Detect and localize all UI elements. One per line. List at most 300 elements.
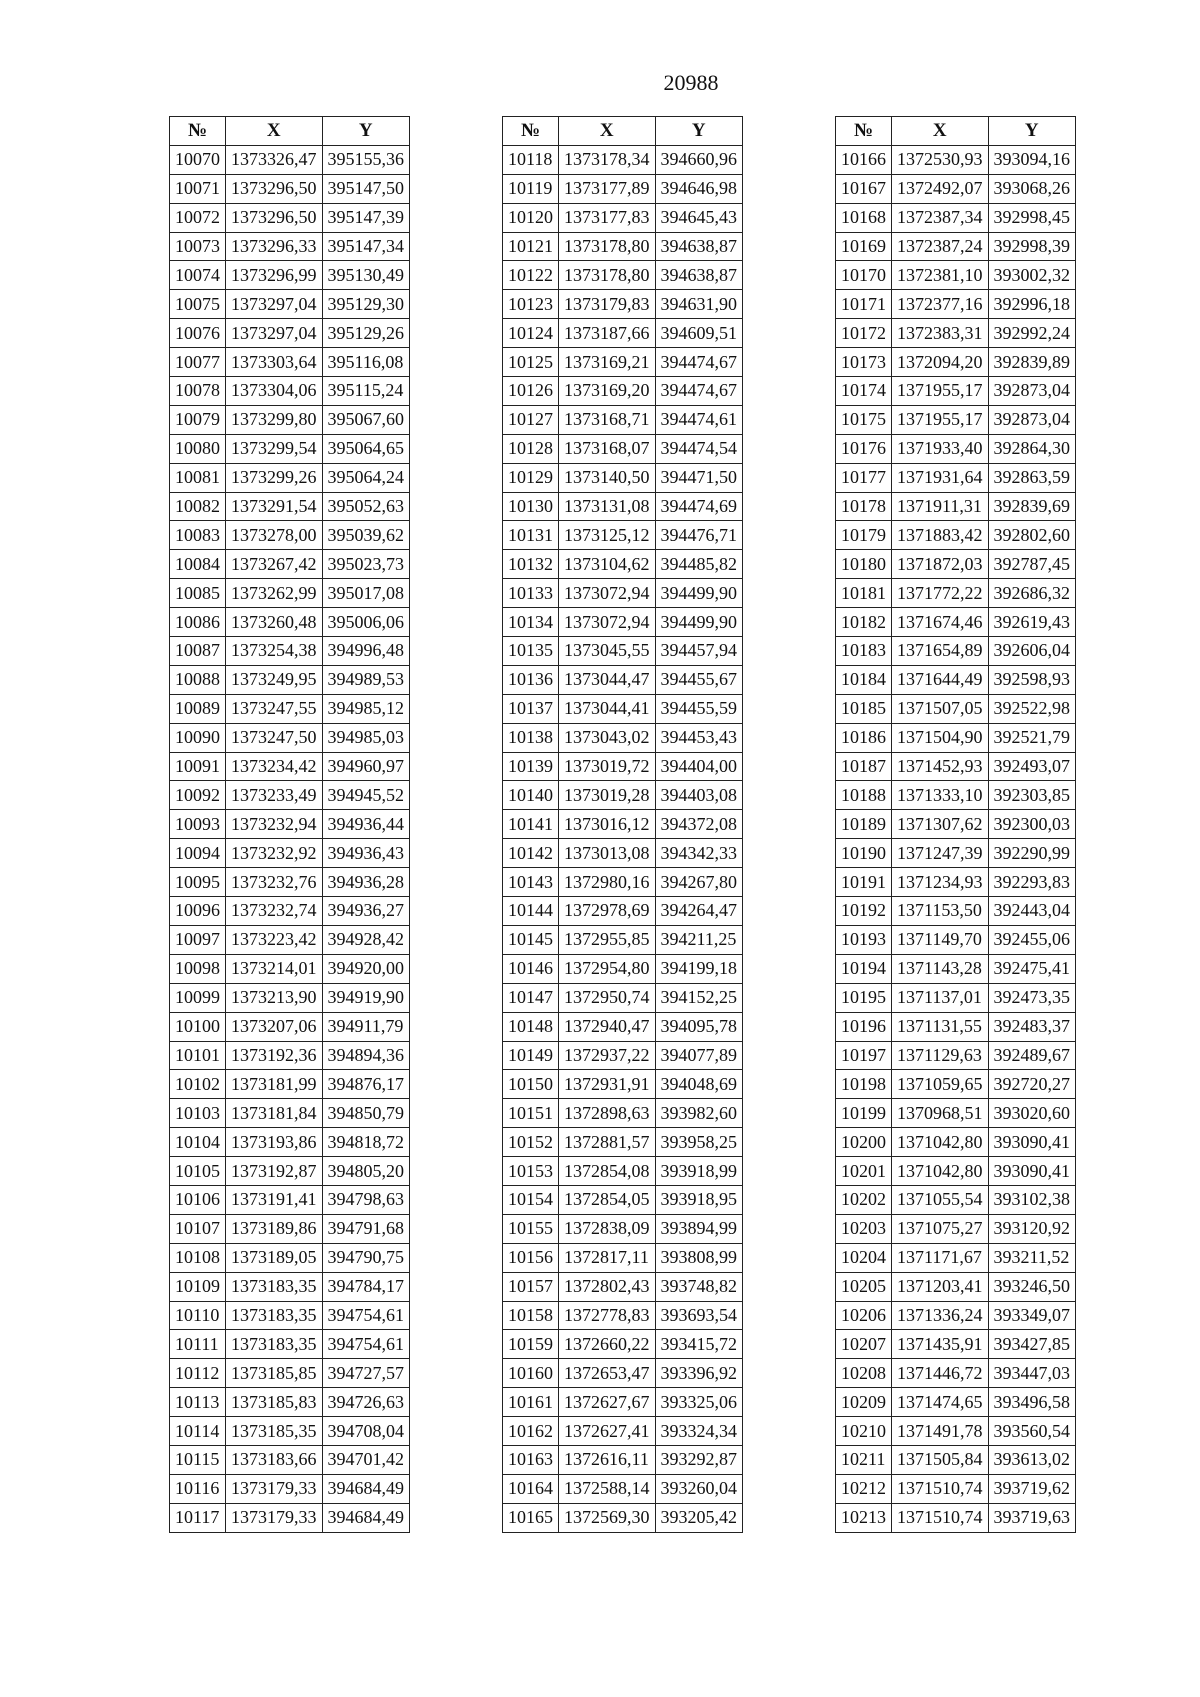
y-coordinate-cell: 393349,07 [988,1301,1076,1330]
table-row [836,203,1076,232]
table-row [836,492,1076,521]
point-number-cell: 10078 [170,377,226,406]
table-row [503,261,743,290]
point-number-cell: 10199 [836,1099,892,1128]
x-coordinate-cell: 1372387,34 [892,203,989,232]
y-coordinate-cell: 392522,98 [988,694,1076,723]
table-row [503,1301,743,1330]
y-coordinate-cell: 394798,63 [322,1185,410,1214]
y-coordinate-cell: 394199,18 [655,954,743,983]
table-row [170,752,410,781]
point-number-cell: 10163 [503,1445,559,1474]
y-coordinate-cell: 394928,42 [322,925,410,954]
y-coordinate-cell: 394638,87 [655,232,743,261]
point-number-cell: 10073 [170,232,226,261]
table-row [836,608,1076,637]
y-coordinate-cell: 394985,03 [322,723,410,752]
point-number-cell: 10111 [170,1330,226,1359]
x-coordinate-cell: 1373232,92 [226,839,323,868]
y-coordinate-cell: 393415,72 [655,1330,743,1359]
x-coordinate-cell: 1372492,07 [892,174,989,203]
point-number-cell: 10107 [170,1214,226,1243]
x-coordinate-cell: 1371336,24 [892,1301,989,1330]
point-number-cell: 10151 [503,1099,559,1128]
y-coordinate-cell: 392598,93 [988,665,1076,694]
point-number-cell: 10105 [170,1157,226,1186]
point-number-cell: 10102 [170,1070,226,1099]
y-coordinate-cell: 393496,58 [988,1388,1076,1417]
y-column-header: Y [988,117,1076,146]
x-coordinate-cell: 1373072,94 [559,579,656,608]
point-number-cell: 10150 [503,1070,559,1099]
table-row [836,290,1076,319]
x-coordinate-cell: 1373249,95 [226,665,323,694]
x-coordinate-cell: 1371933,40 [892,434,989,463]
point-number-cell: 10074 [170,261,226,290]
point-number-cell: 10097 [170,925,226,954]
point-number-cell: 10162 [503,1417,559,1446]
x-coordinate-cell: 1371931,64 [892,463,989,492]
table-row [170,1330,410,1359]
table-row [170,1445,410,1474]
y-coordinate-cell: 394638,87 [655,261,743,290]
y-coordinate-cell: 393094,16 [988,145,1076,174]
table-row [836,1243,1076,1272]
x-coordinate-cell: 1373191,41 [226,1185,323,1214]
x-coordinate-cell: 1371042,80 [892,1128,989,1157]
point-number-cell: 10125 [503,348,559,377]
table-row [836,377,1076,406]
x-coordinate-cell: 1372940,47 [559,1012,656,1041]
y-coordinate-cell: 392290,99 [988,839,1076,868]
x-coordinate-cell: 1373223,42 [226,925,323,954]
x-coordinate-cell: 1371234,93 [892,868,989,897]
y-coordinate-cell: 392802,60 [988,521,1076,550]
x-column-header: X [892,117,989,146]
point-number-cell: 10166 [836,145,892,174]
point-number-cell: 10112 [170,1359,226,1388]
y-coordinate-cell: 395129,26 [322,319,410,348]
x-coordinate-cell: 1373183,35 [226,1330,323,1359]
point-number-cell: 10149 [503,1041,559,1070]
point-number-cell: 10195 [836,983,892,1012]
x-coordinate-cell: 1371674,46 [892,608,989,637]
table-row [170,1503,410,1532]
x-coordinate-cell: 1372094,20 [892,348,989,377]
y-coordinate-cell: 394919,90 [322,983,410,1012]
y-coordinate-cell: 392300,03 [988,810,1076,839]
y-coordinate-cell: 394936,43 [322,839,410,868]
x-coordinate-cell: 1373254,38 [226,637,323,666]
y-coordinate-cell: 393246,50 [988,1272,1076,1301]
y-coordinate-cell: 394684,49 [322,1474,410,1503]
point-number-cell: 10094 [170,839,226,868]
y-coordinate-cell: 393260,04 [655,1474,743,1503]
x-coordinate-cell: 1373019,72 [559,752,656,781]
point-number-cell: 10194 [836,954,892,983]
table-row [170,1272,410,1301]
point-number-cell: 10080 [170,434,226,463]
x-coordinate-cell: 1373296,50 [226,174,323,203]
x-coordinate-cell: 1371333,10 [892,781,989,810]
y-coordinate-cell: 394894,36 [322,1041,410,1070]
table-row [170,1128,410,1157]
point-number-cell: 10213 [836,1503,892,1532]
x-coordinate-cell: 1373185,83 [226,1388,323,1417]
x-coordinate-cell: 1373189,05 [226,1243,323,1272]
table-row [170,377,410,406]
number-column-header: № [503,117,559,146]
point-number-cell: 10140 [503,781,559,810]
table-row [503,405,743,434]
y-coordinate-cell: 393396,92 [655,1359,743,1388]
table-row [503,377,743,406]
table-row [170,1012,410,1041]
y-coordinate-cell: 395116,08 [322,348,410,377]
point-number-cell: 10148 [503,1012,559,1041]
point-number-cell: 10158 [503,1301,559,1330]
point-number-cell: 10081 [170,463,226,492]
point-number-cell: 10118 [503,145,559,174]
x-coordinate-cell: 1373232,74 [226,897,323,926]
x-column-header: X [226,117,323,146]
x-coordinate-cell: 1371149,70 [892,925,989,954]
x-coordinate-cell: 1372802,43 [559,1272,656,1301]
point-number-cell: 10117 [170,1503,226,1532]
y-coordinate-cell: 394455,67 [655,665,743,694]
point-number-cell: 10161 [503,1388,559,1417]
point-number-cell: 10188 [836,781,892,810]
x-coordinate-cell: 1373247,50 [226,723,323,752]
point-number-cell: 10153 [503,1157,559,1186]
point-number-cell: 10101 [170,1041,226,1070]
table-row [836,1388,1076,1417]
x-coordinate-cell: 1373296,50 [226,203,323,232]
point-number-cell: 10099 [170,983,226,1012]
x-coordinate-cell: 1371883,42 [892,521,989,550]
x-coordinate-cell: 1373178,80 [559,232,656,261]
y-coordinate-cell: 395147,39 [322,203,410,232]
table-row [503,434,743,463]
point-number-cell: 10183 [836,637,892,666]
number-column-header: № [170,117,226,146]
point-number-cell: 10182 [836,608,892,637]
y-coordinate-cell: 392996,18 [988,290,1076,319]
table-row [170,925,410,954]
point-number-cell: 10079 [170,405,226,434]
x-coordinate-cell: 1371911,31 [892,492,989,521]
table-row [503,203,743,232]
table-row [836,174,1076,203]
point-number-cell: 10142 [503,839,559,868]
y-coordinate-cell: 393324,34 [655,1417,743,1446]
table-row [503,1243,743,1272]
y-coordinate-cell: 392686,32 [988,579,1076,608]
y-column-header: Y [322,117,410,146]
y-coordinate-cell: 394960,97 [322,752,410,781]
point-number-cell: 10087 [170,637,226,666]
x-coordinate-cell: 1372937,22 [559,1041,656,1070]
x-coordinate-cell: 1373183,66 [226,1445,323,1474]
x-coordinate-cell: 1373131,08 [559,492,656,521]
table-row [836,1474,1076,1503]
x-coordinate-cell: 1371042,80 [892,1157,989,1186]
x-coordinate-cell: 1370968,51 [892,1099,989,1128]
x-coordinate-cell: 1371955,17 [892,405,989,434]
table-row [503,752,743,781]
x-coordinate-cell: 1372569,30 [559,1503,656,1532]
table-row [836,868,1076,897]
table-row [503,290,743,319]
table-row [836,348,1076,377]
y-coordinate-cell: 392619,43 [988,608,1076,637]
point-number-cell: 10090 [170,723,226,752]
y-coordinate-cell: 394474,67 [655,377,743,406]
table-row [170,1417,410,1446]
table-row [836,319,1076,348]
y-coordinate-cell: 393447,03 [988,1359,1076,1388]
y-coordinate-cell: 393748,82 [655,1272,743,1301]
x-coordinate-cell: 1372778,83 [559,1301,656,1330]
point-number-cell: 10138 [503,723,559,752]
point-number-cell: 10211 [836,1445,892,1474]
table-row [503,637,743,666]
y-coordinate-cell: 394211,25 [655,925,743,954]
y-coordinate-cell: 394474,61 [655,405,743,434]
table-row [836,665,1076,694]
number-column-header: № [836,117,892,146]
y-coordinate-cell: 394474,54 [655,434,743,463]
point-number-cell: 10180 [836,550,892,579]
table-row [836,925,1076,954]
table-row [170,810,410,839]
table-row [503,925,743,954]
point-number-cell: 10152 [503,1128,559,1157]
y-coordinate-cell: 394791,68 [322,1214,410,1243]
x-coordinate-cell: 1373213,90 [226,983,323,1012]
x-coordinate-cell: 1371137,01 [892,983,989,1012]
x-coordinate-cell: 1373233,49 [226,781,323,810]
y-coordinate-cell: 395064,65 [322,434,410,463]
table-row [170,1243,410,1272]
y-coordinate-cell: 393808,99 [655,1243,743,1272]
point-number-cell: 10190 [836,839,892,868]
x-coordinate-cell: 1373189,86 [226,1214,323,1243]
table-row [836,752,1076,781]
point-number-cell: 10088 [170,665,226,694]
point-number-cell: 10145 [503,925,559,954]
table-row [170,492,410,521]
x-coordinate-cell: 1373267,42 [226,550,323,579]
y-coordinate-cell: 393982,60 [655,1099,743,1128]
point-number-cell: 10071 [170,174,226,203]
y-coordinate-cell: 393068,26 [988,174,1076,203]
table-row [503,579,743,608]
x-coordinate-cell: 1371435,91 [892,1330,989,1359]
table-row [170,348,410,377]
y-coordinate-cell: 393090,41 [988,1128,1076,1157]
y-coordinate-cell: 394267,80 [655,868,743,897]
table-header-row [836,117,1076,146]
x-coordinate-cell: 1373179,33 [226,1474,323,1503]
y-coordinate-cell: 394936,28 [322,868,410,897]
x-coordinate-cell: 1373169,20 [559,377,656,406]
table-row [170,839,410,868]
x-coordinate-cell: 1373192,36 [226,1041,323,1070]
x-coordinate-cell: 1371171,67 [892,1243,989,1272]
point-number-cell: 10110 [170,1301,226,1330]
table-header-row [503,117,743,146]
point-number-cell: 10197 [836,1041,892,1070]
point-number-cell: 10093 [170,810,226,839]
y-coordinate-cell: 392475,41 [988,954,1076,983]
point-number-cell: 10075 [170,290,226,319]
table-row [170,550,410,579]
y-coordinate-cell: 392839,69 [988,492,1076,521]
table-row [503,1330,743,1359]
table-row [836,1157,1076,1186]
point-number-cell: 10196 [836,1012,892,1041]
y-coordinate-cell: 393002,32 [988,261,1076,290]
y-coordinate-cell: 394474,67 [655,348,743,377]
table-row [503,1474,743,1503]
point-number-cell: 10086 [170,608,226,637]
table-row [170,1474,410,1503]
y-coordinate-cell: 394850,79 [322,1099,410,1128]
table-row [836,954,1076,983]
point-number-cell: 10122 [503,261,559,290]
x-coordinate-cell: 1371307,62 [892,810,989,839]
y-coordinate-cell: 394646,98 [655,174,743,203]
point-number-cell: 10098 [170,954,226,983]
x-coordinate-cell: 1372950,74 [559,983,656,1012]
x-coordinate-cell: 1372955,85 [559,925,656,954]
table-row [503,550,743,579]
point-number-cell: 10134 [503,608,559,637]
table-row [836,405,1076,434]
point-number-cell: 10139 [503,752,559,781]
x-coordinate-cell: 1373296,99 [226,261,323,290]
table-row [836,1503,1076,1532]
point-number-cell: 10137 [503,694,559,723]
table-row [836,434,1076,463]
y-coordinate-cell: 394499,90 [655,579,743,608]
point-number-cell: 10130 [503,492,559,521]
y-coordinate-cell: 395147,34 [322,232,410,261]
table-row [836,810,1076,839]
y-coordinate-cell: 394818,72 [322,1128,410,1157]
y-coordinate-cell: 393560,54 [988,1417,1076,1446]
x-coordinate-cell: 1371505,84 [892,1445,989,1474]
table-row [170,694,410,723]
table-row [503,954,743,983]
table-row [503,1359,743,1388]
table-row [170,1041,410,1070]
x-coordinate-cell: 1371654,89 [892,637,989,666]
table-row [836,1417,1076,1446]
table-row [503,1445,743,1474]
table-row [170,1214,410,1243]
y-coordinate-cell: 395064,24 [322,463,410,492]
x-coordinate-cell: 1371510,74 [892,1503,989,1532]
x-coordinate-cell: 1373185,35 [226,1417,323,1446]
y-coordinate-cell: 395115,24 [322,377,410,406]
point-number-cell: 10106 [170,1185,226,1214]
table-row [170,665,410,694]
y-coordinate-cell: 394754,61 [322,1301,410,1330]
y-coordinate-cell: 395006,06 [322,608,410,637]
y-coordinate-cell: 393020,60 [988,1099,1076,1128]
point-number-cell: 10170 [836,261,892,290]
point-number-cell: 10179 [836,521,892,550]
table-row [836,1070,1076,1099]
point-number-cell: 10136 [503,665,559,694]
table-row [503,319,743,348]
x-coordinate-cell: 1373181,84 [226,1099,323,1128]
y-coordinate-cell: 395130,49 [322,261,410,290]
y-coordinate-cell: 393613,02 [988,1445,1076,1474]
x-coordinate-cell: 1371143,28 [892,954,989,983]
x-coordinate-cell: 1371772,22 [892,579,989,608]
x-coordinate-cell: 1373260,48 [226,608,323,637]
x-coordinate-cell: 1373183,35 [226,1272,323,1301]
point-number-cell: 10165 [503,1503,559,1532]
table-row [836,637,1076,666]
y-coordinate-cell: 393719,63 [988,1503,1076,1532]
coordinate-table [835,116,1076,1533]
table-header-row [170,117,410,146]
x-coordinate-cell: 1373299,80 [226,405,323,434]
point-number-cell: 10096 [170,897,226,926]
table-row [503,868,743,897]
point-number-cell: 10113 [170,1388,226,1417]
y-coordinate-cell: 392483,37 [988,1012,1076,1041]
point-number-cell: 10208 [836,1359,892,1388]
point-number-cell: 10144 [503,897,559,926]
point-number-cell: 10207 [836,1330,892,1359]
y-coordinate-cell: 393205,42 [655,1503,743,1532]
table-row [503,897,743,926]
point-number-cell: 10169 [836,232,892,261]
y-coordinate-cell: 395017,08 [322,579,410,608]
y-coordinate-cell: 392787,45 [988,550,1076,579]
table-row [836,1012,1076,1041]
y-coordinate-cell: 393090,41 [988,1157,1076,1186]
table-row [503,983,743,1012]
y-coordinate-cell: 393292,87 [655,1445,743,1474]
table-row [503,665,743,694]
point-number-cell: 10135 [503,637,559,666]
table-row [503,174,743,203]
table-row [836,1301,1076,1330]
x-coordinate-cell: 1373168,07 [559,434,656,463]
table-row [170,781,410,810]
point-number-cell: 10070 [170,145,226,174]
y-coordinate-cell: 392873,04 [988,377,1076,406]
y-coordinate-cell: 394936,27 [322,897,410,926]
table-row [503,1503,743,1532]
y-coordinate-cell: 394264,47 [655,897,743,926]
table-row [503,839,743,868]
x-coordinate-cell: 1373125,12 [559,521,656,550]
point-number-cell: 10127 [503,405,559,434]
point-number-cell: 10205 [836,1272,892,1301]
x-coordinate-cell: 1371129,63 [892,1041,989,1070]
point-number-cell: 10173 [836,348,892,377]
point-number-cell: 10147 [503,983,559,1012]
point-number-cell: 10203 [836,1214,892,1243]
point-number-cell: 10193 [836,925,892,954]
